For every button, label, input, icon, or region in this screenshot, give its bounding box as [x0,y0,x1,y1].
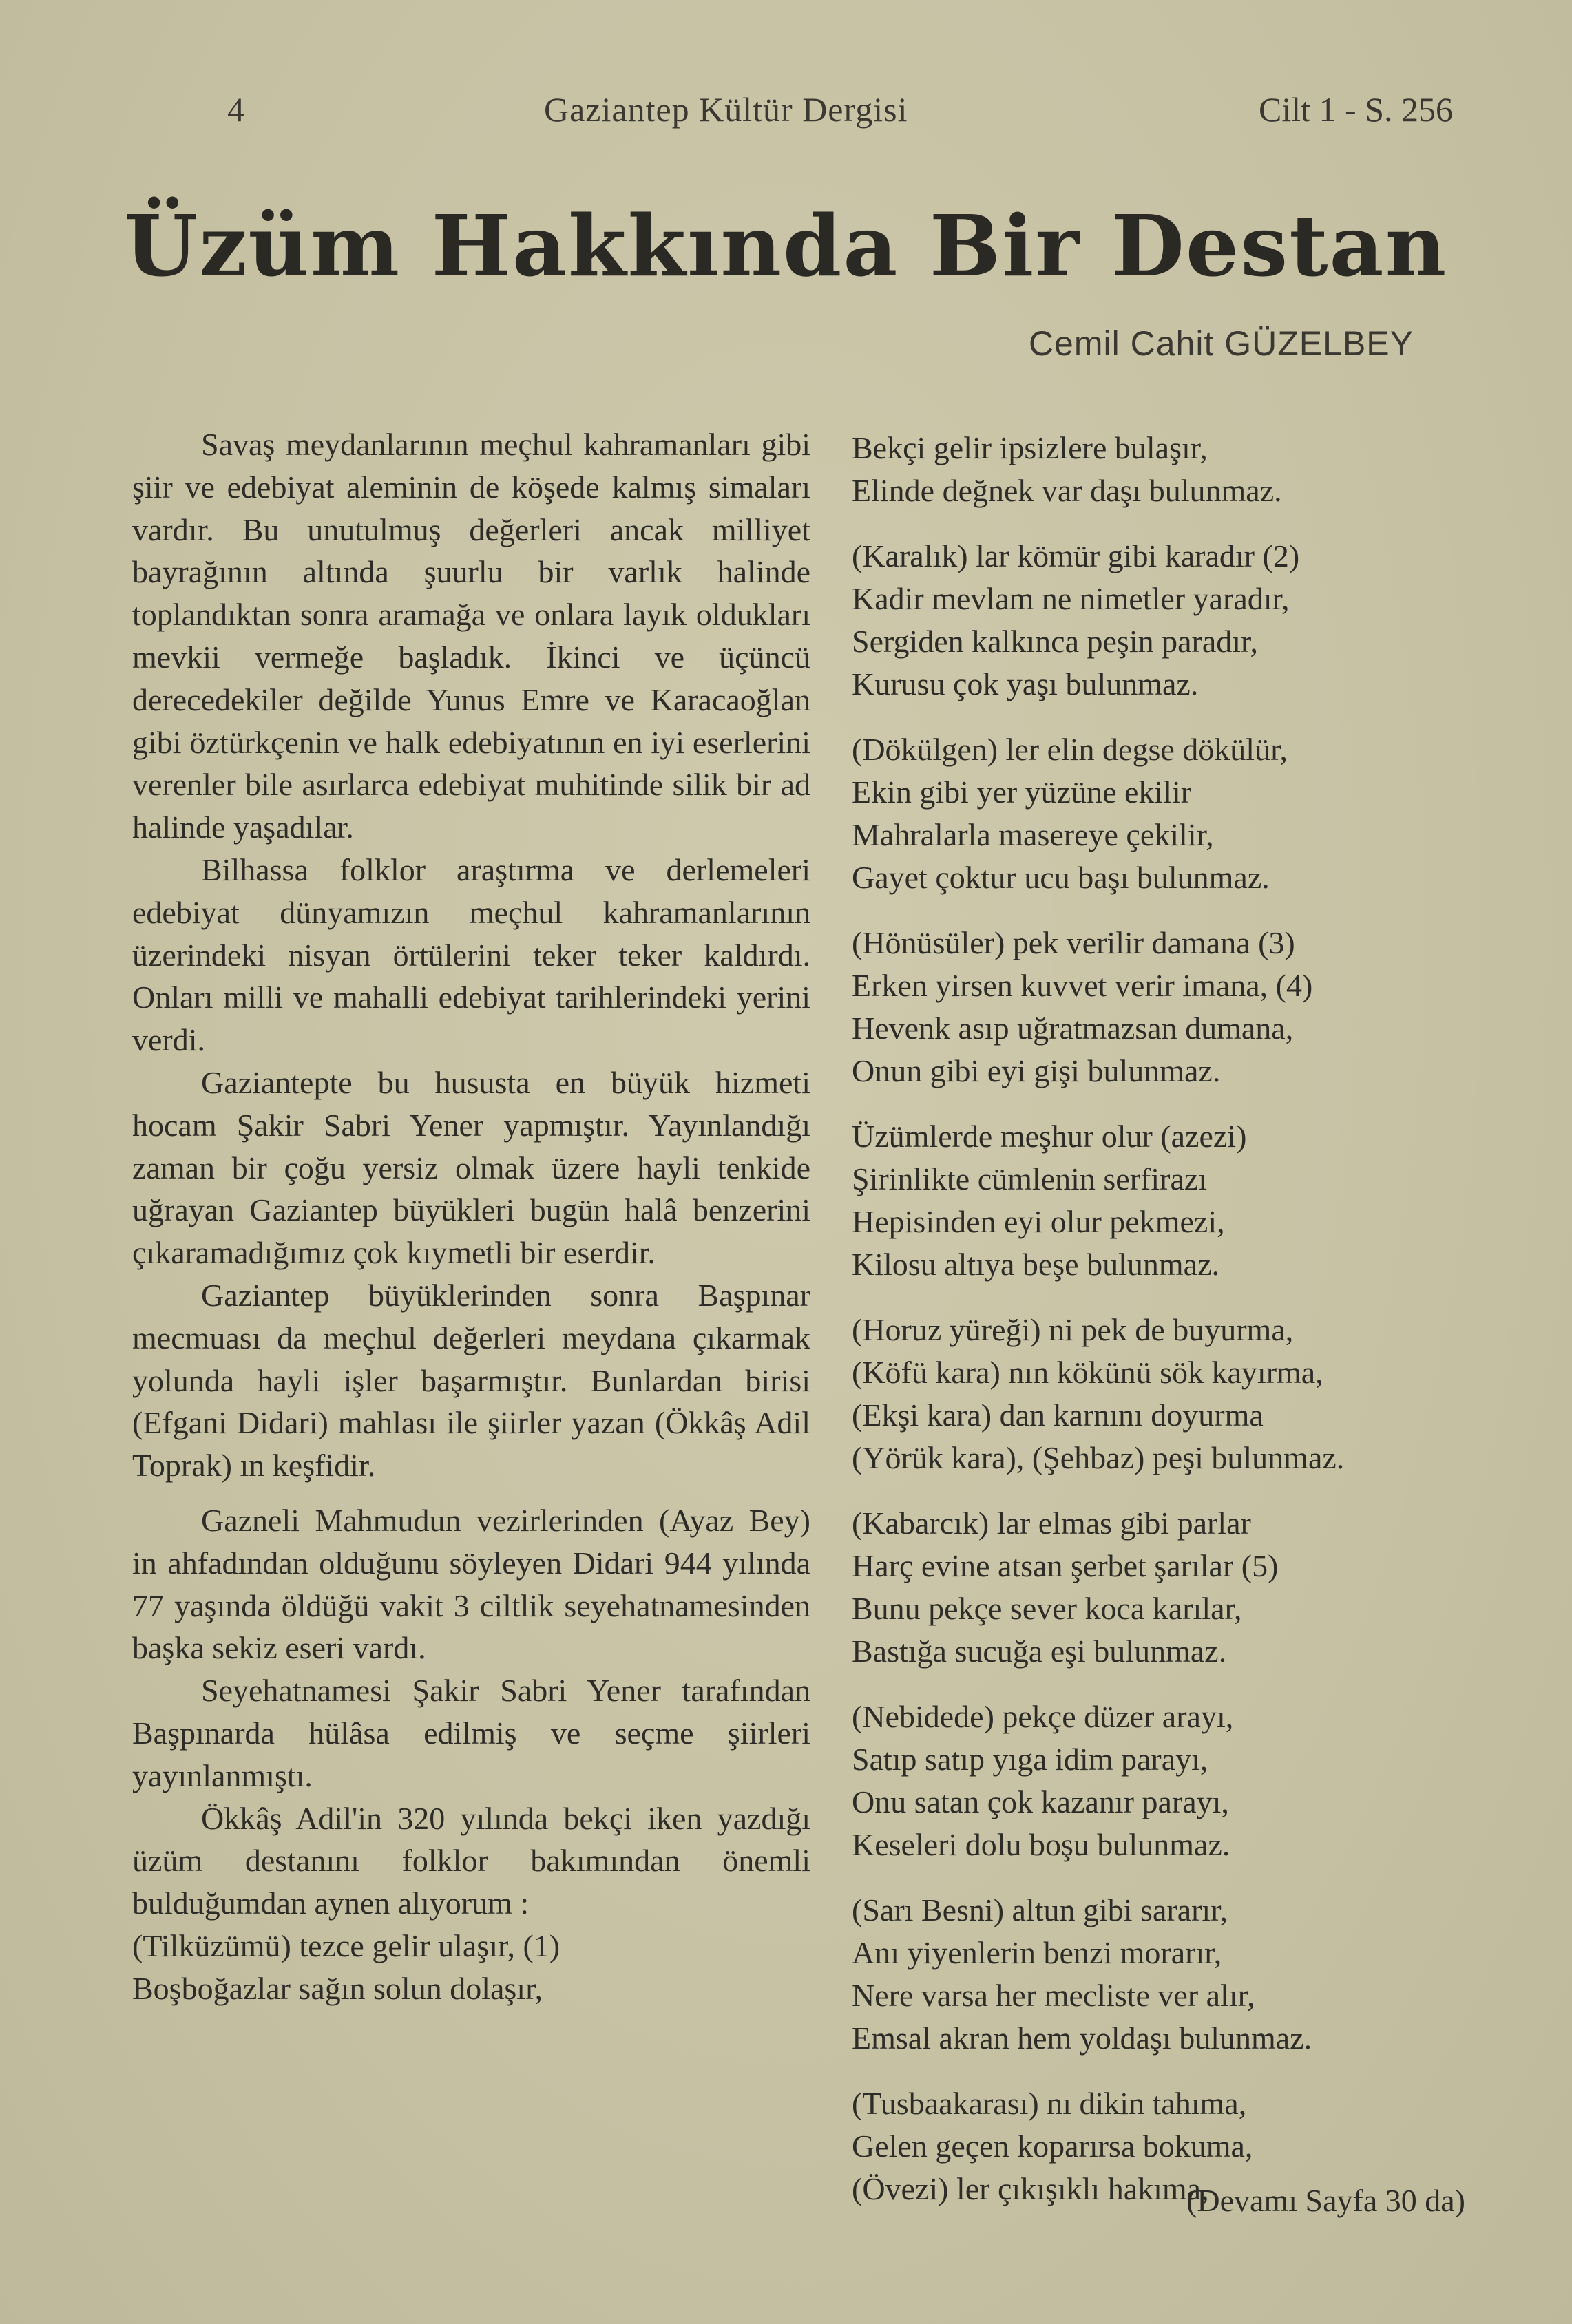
verse-line: (Karalık) lar kömür gibi karadır (2) [852,538,1300,573]
stanza [852,1502,1499,1673]
stanza [852,1309,1499,1479]
verse-line: Emsal akran hem yoldaşı bulunmaz. [852,2020,1312,2056]
verse-line: (Sarı Besni) altun gibi sararır, [852,1892,1228,1927]
verse-line: (Tilküzümü) tezce gelir ulaşır, (1) [132,1927,560,1963]
verse-line: Onu satan çok kazanır parayı, [852,1784,1229,1819]
verse-line: Harç evine atsan şerbet şarılar (5) [852,1548,1279,1583]
verse-line: Kilosu altıya beşe bulunmaz. [852,1247,1219,1282]
paragraph: Savaş meydanlarının meçhul kahramanları gibi şiir ve edebiyat aleminin de köşede kalmış simaları vardır. Bu unutulmuş değerleri ancak milliyet bayrağının altında şuurlu bir varlık halinde toplandıktan sonra aramağa ve onlara layık oldukları mevkii vermeğe başladık. İkinci ve üçüncü derecedekiler değilde Yunus Emre ve Karacaoğlan gibi öztürkçenin ve halk edebiyatının en iyi eserlerini verenler bile asırlarca edebiyat muhitinde silik bir ad halinde yaşadılar. [132,427,810,845]
verse-line: (Hönüsüler) pek verilir damana (3) [852,925,1295,960]
stanza [852,1696,1499,1866]
verse-line: Ekin gibi yer yüzüne ekilir [852,774,1192,810]
verse-line: Bastığa sucuğa eşi bulunmaz. [852,1634,1227,1669]
verse-line: Keseleri dolu boşu bulunmaz. [852,1827,1230,1862]
paragraph: Bilhassa folklor araştırma ve derlemeleri edebiyat dünyamızın meçhul kahramanlarının üzerindeki nisyan örtülerini teker teker kaldırdı. Onları milli ve mahalli edebiyat tarihlerindeki yerini verdi. [132,852,810,1058]
verse-line: (Ekşi kara) dan karnını doyurma [852,1397,1264,1433]
stanza [852,922,1499,1092]
verse-line: (Tusbaakarası) nı dikin tahıma, [852,2086,1247,2121]
verse-line: (Köfü kara) nın kökünü sök kayırma, [852,1355,1323,1390]
prose-column [132,423,810,2009]
verse-line: Elinde değnek var daşı bulunmaz. [852,473,1282,508]
verse-line: (Övezi) ler çıkışıklı hakıma, [852,2171,1209,2206]
journal-name: Gaziantep Kültür Dergisi [544,90,908,129]
verse-line: (Kabarcık) lar elmas gibi parlar [852,1506,1251,1541]
verse-line: Kadir mevlam ne nimetler yaradır, [852,581,1290,616]
verse-line: Şirinlikte cümlenin serfirazı [852,1161,1208,1196]
verse-line: Mahralarla masereye çekilir, [852,817,1214,852]
verse-line: Üzümlerde meşhur olur (azezi) [852,1119,1247,1154]
verse-line: (Yörük kara), (Şehbaz) peşi bulunmaz. [852,1440,1345,1475]
verse-line: Hepisinden eyi olur pekmezi, [852,1204,1225,1239]
stanza [852,1115,1499,1286]
stanza [852,535,1499,706]
verse-line: Anı yiyenlerin benzi morarır, [852,1935,1222,1970]
verse-line: Gelen geçen koparırsa bokuma, [852,2128,1253,2164]
volume-issue: Cilt 1 - S. 256 [1259,90,1453,129]
verse-line: (Nebidede) pekçe düzer arayı, [852,1699,1234,1734]
paragraph: Gazneli Mahmudun vezirlerinden (Ayaz Bey) in ahfadından olduğunu söyleyen Didari 944 yılında 77 yaşında öldüğü vakit 3 ciltlik seyehatnamesinden başka sekiz eseri vardı. [132,1502,810,1666]
paragraph: Ökkâş Adil'in 320 yılında bekçi iken yazdığı üzüm destanını folklor bakımından önemli bulduğumdan aynen alıyorum : [132,1800,810,1921]
verse-line: Bekçi gelir ipsizlere bulaşır, [852,430,1208,465]
author-name: Cemil Cahit GÜZELBEY [1028,324,1414,363]
verse-line: Onun gibi eyi gişi bulunmaz. [852,1053,1221,1088]
stanza [852,427,1499,512]
running-header [227,89,1453,138]
poem-column [852,427,1499,2233]
verse-line: (Horuz yüreği) ni pek de buyurma, [852,1312,1294,1347]
verse-line: Sergiden kalkınca peşin paradır, [852,624,1259,659]
verse-line: Kurusu çok yaşı bulunmaz. [852,666,1199,701]
verse-line: Nere varsa her mecliste ver alır, [852,1978,1255,2013]
verse-line: Satıp satıp yıga idim parayı, [852,1742,1208,1777]
paragraph: Seyehatnamesi Şakir Sabri Yener tarafından Başpınarda hülâsa edilmiş ve seçme şiirleri yayınlanmıştı. [132,1673,810,1793]
verse-line: Bunu pekçe sever koca karılar, [852,1591,1242,1626]
article-title: Üzüm Hakkında Bir Destan [124,196,1448,295]
page-number: 4 [227,90,244,129]
verse-line: Erken yirsen kuvvet verir imana, (4) [852,968,1313,1003]
verse-line: Hevenk asıp uğratmazsan dumana, [852,1011,1294,1046]
continued-note: (Devamı Sayfa 30 da) [1186,2183,1465,2218]
verse-line: (Dökülgen) ler elin degse dökülür, [852,732,1288,767]
verse-line: Gayet çoktur ucu başı bulunmaz. [852,860,1270,895]
paragraph: Gaziantepte bu hususta en büyük hizmeti hocam Şakir Sabri Yener yapmıştır. Yayınlandığı zaman bir çoğu yersiz olmak üzere hayli tenkide uğrayan Gaziantep büyükleri bugün halâ benzerini çıkaramadığımız çok kıymetli bir eserdir. [132,1064,810,1271]
stanza [852,1889,1499,2060]
paragraph: Gaziantep büyüklerinden sonra Başpınar mecmuası da meçhul değerleri meydana çıkarmak yolunda hayli işler başarmıştır. Bunlardan birisi (Efgani Didari) mahlası ile şiirler yazan (Ökkâş Adil Toprak) ın keşfidir. [132,1277,810,1483]
stanza [852,728,1499,899]
verse-line: Boşboğazlar sağın solun dolaşır, [132,1970,543,2006]
